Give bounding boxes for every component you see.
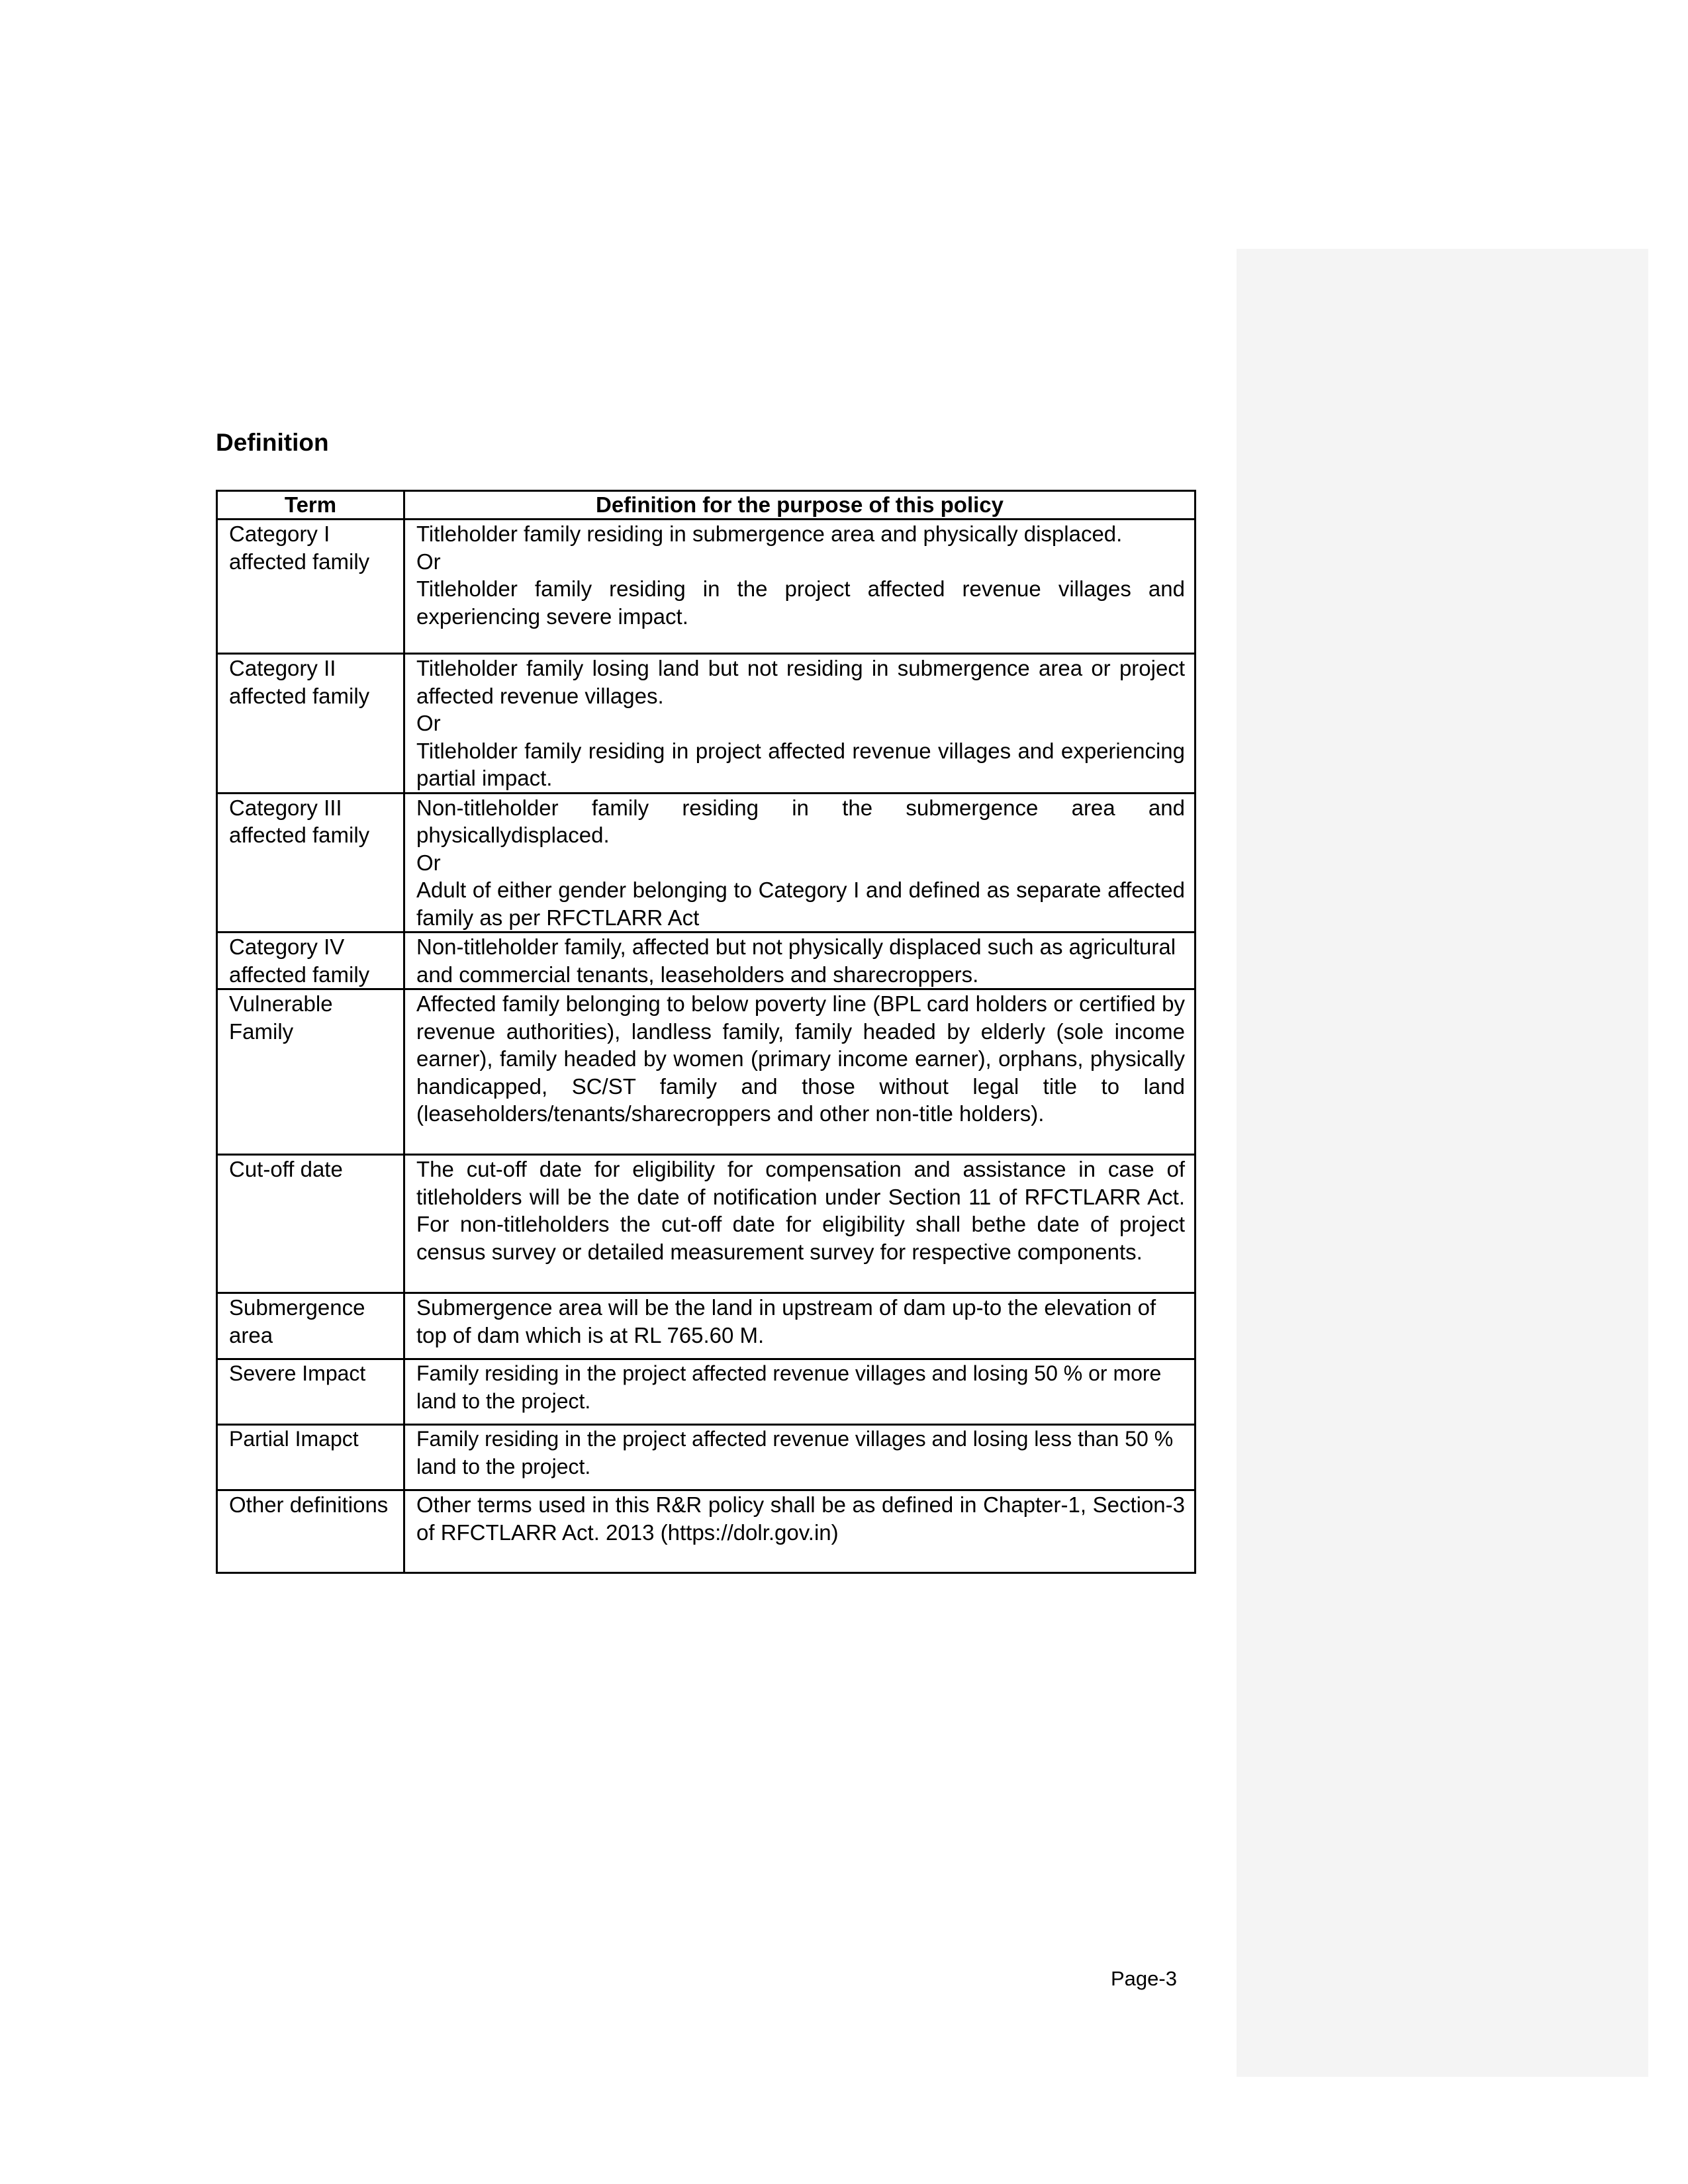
page-number: Page-3 xyxy=(1111,1967,1177,1990)
term-cell: Other definitions xyxy=(217,1490,404,1573)
table-row xyxy=(217,933,1196,989)
definition-cell xyxy=(404,520,1196,654)
definition-cell xyxy=(404,1293,1196,1359)
definition-cell xyxy=(404,989,1196,1155)
term-cell: Partial Imapct xyxy=(217,1425,404,1490)
definition-table xyxy=(216,490,1196,1574)
term-cell: Category II affected family xyxy=(217,654,404,794)
comment-pane xyxy=(1237,249,1648,2077)
term-cell: Submergence area xyxy=(217,1293,404,1359)
definition-paragraph: Other terms used in this R&R policy shall be as defined in Chapter-1, Section-3 of RFCTLARR Act. 2013 (https://dolr.gov.in) xyxy=(416,1492,1185,1545)
table-header-row xyxy=(217,491,1196,520)
table-row xyxy=(217,793,1196,933)
header-definition: Definition for the purpose of this policy xyxy=(404,491,1196,520)
definition-paragraph: The cut-off date for eligibility for compensation and assistance in case of titleholders will be the date of notification under Section 11 of RFCTLARR Act. For non-titleholders the cut-off date for eligibility shall bethe date of project census survey or detailed measurement survey for respective components. xyxy=(416,1157,1185,1264)
definition-cell xyxy=(404,933,1196,989)
header-term: Term xyxy=(217,491,404,520)
term-cell: Vulnerable Family xyxy=(217,989,404,1155)
definition-cell xyxy=(404,654,1196,794)
definition-paragraph: Family residing in the project affected revenue villages and losing 50 % or more land to the project. xyxy=(416,1361,1162,1413)
section-heading: Definition xyxy=(216,429,329,456)
definition-paragraph: Family residing in the project affected revenue villages and losing less than 50 % land to the project. xyxy=(416,1427,1174,1479)
table-row xyxy=(217,1155,1196,1293)
table-row xyxy=(217,989,1196,1155)
definition-paragraph: Titleholder family residing in the project affected revenue villages and experiencing severe impact. xyxy=(416,576,1185,629)
term-cell: Category I affected family xyxy=(217,520,404,654)
table-row xyxy=(217,1293,1196,1359)
definition-paragraph: Affected family belonging to below poverty line (BPL card holders or certified by revenue authorities), landless family, family headed by elderly (sole income earner), family headed by women (primary income earner), orphans, physically handicapped, SC/ST family and those without legal title to land (leaseholders/tenants/sharecroppers and other non-title holders). xyxy=(416,991,1185,1126)
term-cell: Severe Impact xyxy=(217,1359,404,1425)
definition-paragraph: Non-titleholder family residing in the submergence area and physicallydisplaced. xyxy=(416,795,1185,847)
definition-paragraph: Adult of either gender belonging to Category I and defined as separate affected family as per RFCTLARR Act xyxy=(416,878,1185,930)
definition-paragraph: Titleholder family residing in submergence area and physically displaced. xyxy=(416,522,1123,546)
definition-cell xyxy=(404,1359,1196,1425)
table-row xyxy=(217,1359,1196,1425)
definition-cell xyxy=(404,1155,1196,1293)
table-row xyxy=(217,654,1196,794)
definition-cell xyxy=(404,1425,1196,1490)
term-cell: Cut-off date xyxy=(217,1155,404,1293)
definition-cell xyxy=(404,1490,1196,1573)
definition-paragraph: Or xyxy=(416,711,441,735)
definition-paragraph: Titleholder family losing land but not residing in submergence area or project affected revenue villages. xyxy=(416,656,1185,708)
definition-paragraph: Or xyxy=(416,549,441,574)
definition-paragraph: Non-titleholder family, affected but not physically displaced such as agricultural and commercial tenants, leaseholders and sharecroppers. xyxy=(416,934,1176,987)
definition-paragraph: Titleholder family residing in project affected revenue villages and experiencing partial impact. xyxy=(416,738,1185,790)
table-row xyxy=(217,520,1196,654)
table-row xyxy=(217,1490,1196,1573)
definition-paragraph: Or xyxy=(416,850,441,875)
definition-cell xyxy=(404,793,1196,933)
definition-paragraph: Submergence area will be the land in upstream of dam up-to the elevation of top of dam which is at RL 765.60 M. xyxy=(416,1295,1156,1347)
term-cell: Category III affected family xyxy=(217,793,404,933)
term-cell: Category IV affected family xyxy=(217,933,404,989)
table-row xyxy=(217,1425,1196,1490)
